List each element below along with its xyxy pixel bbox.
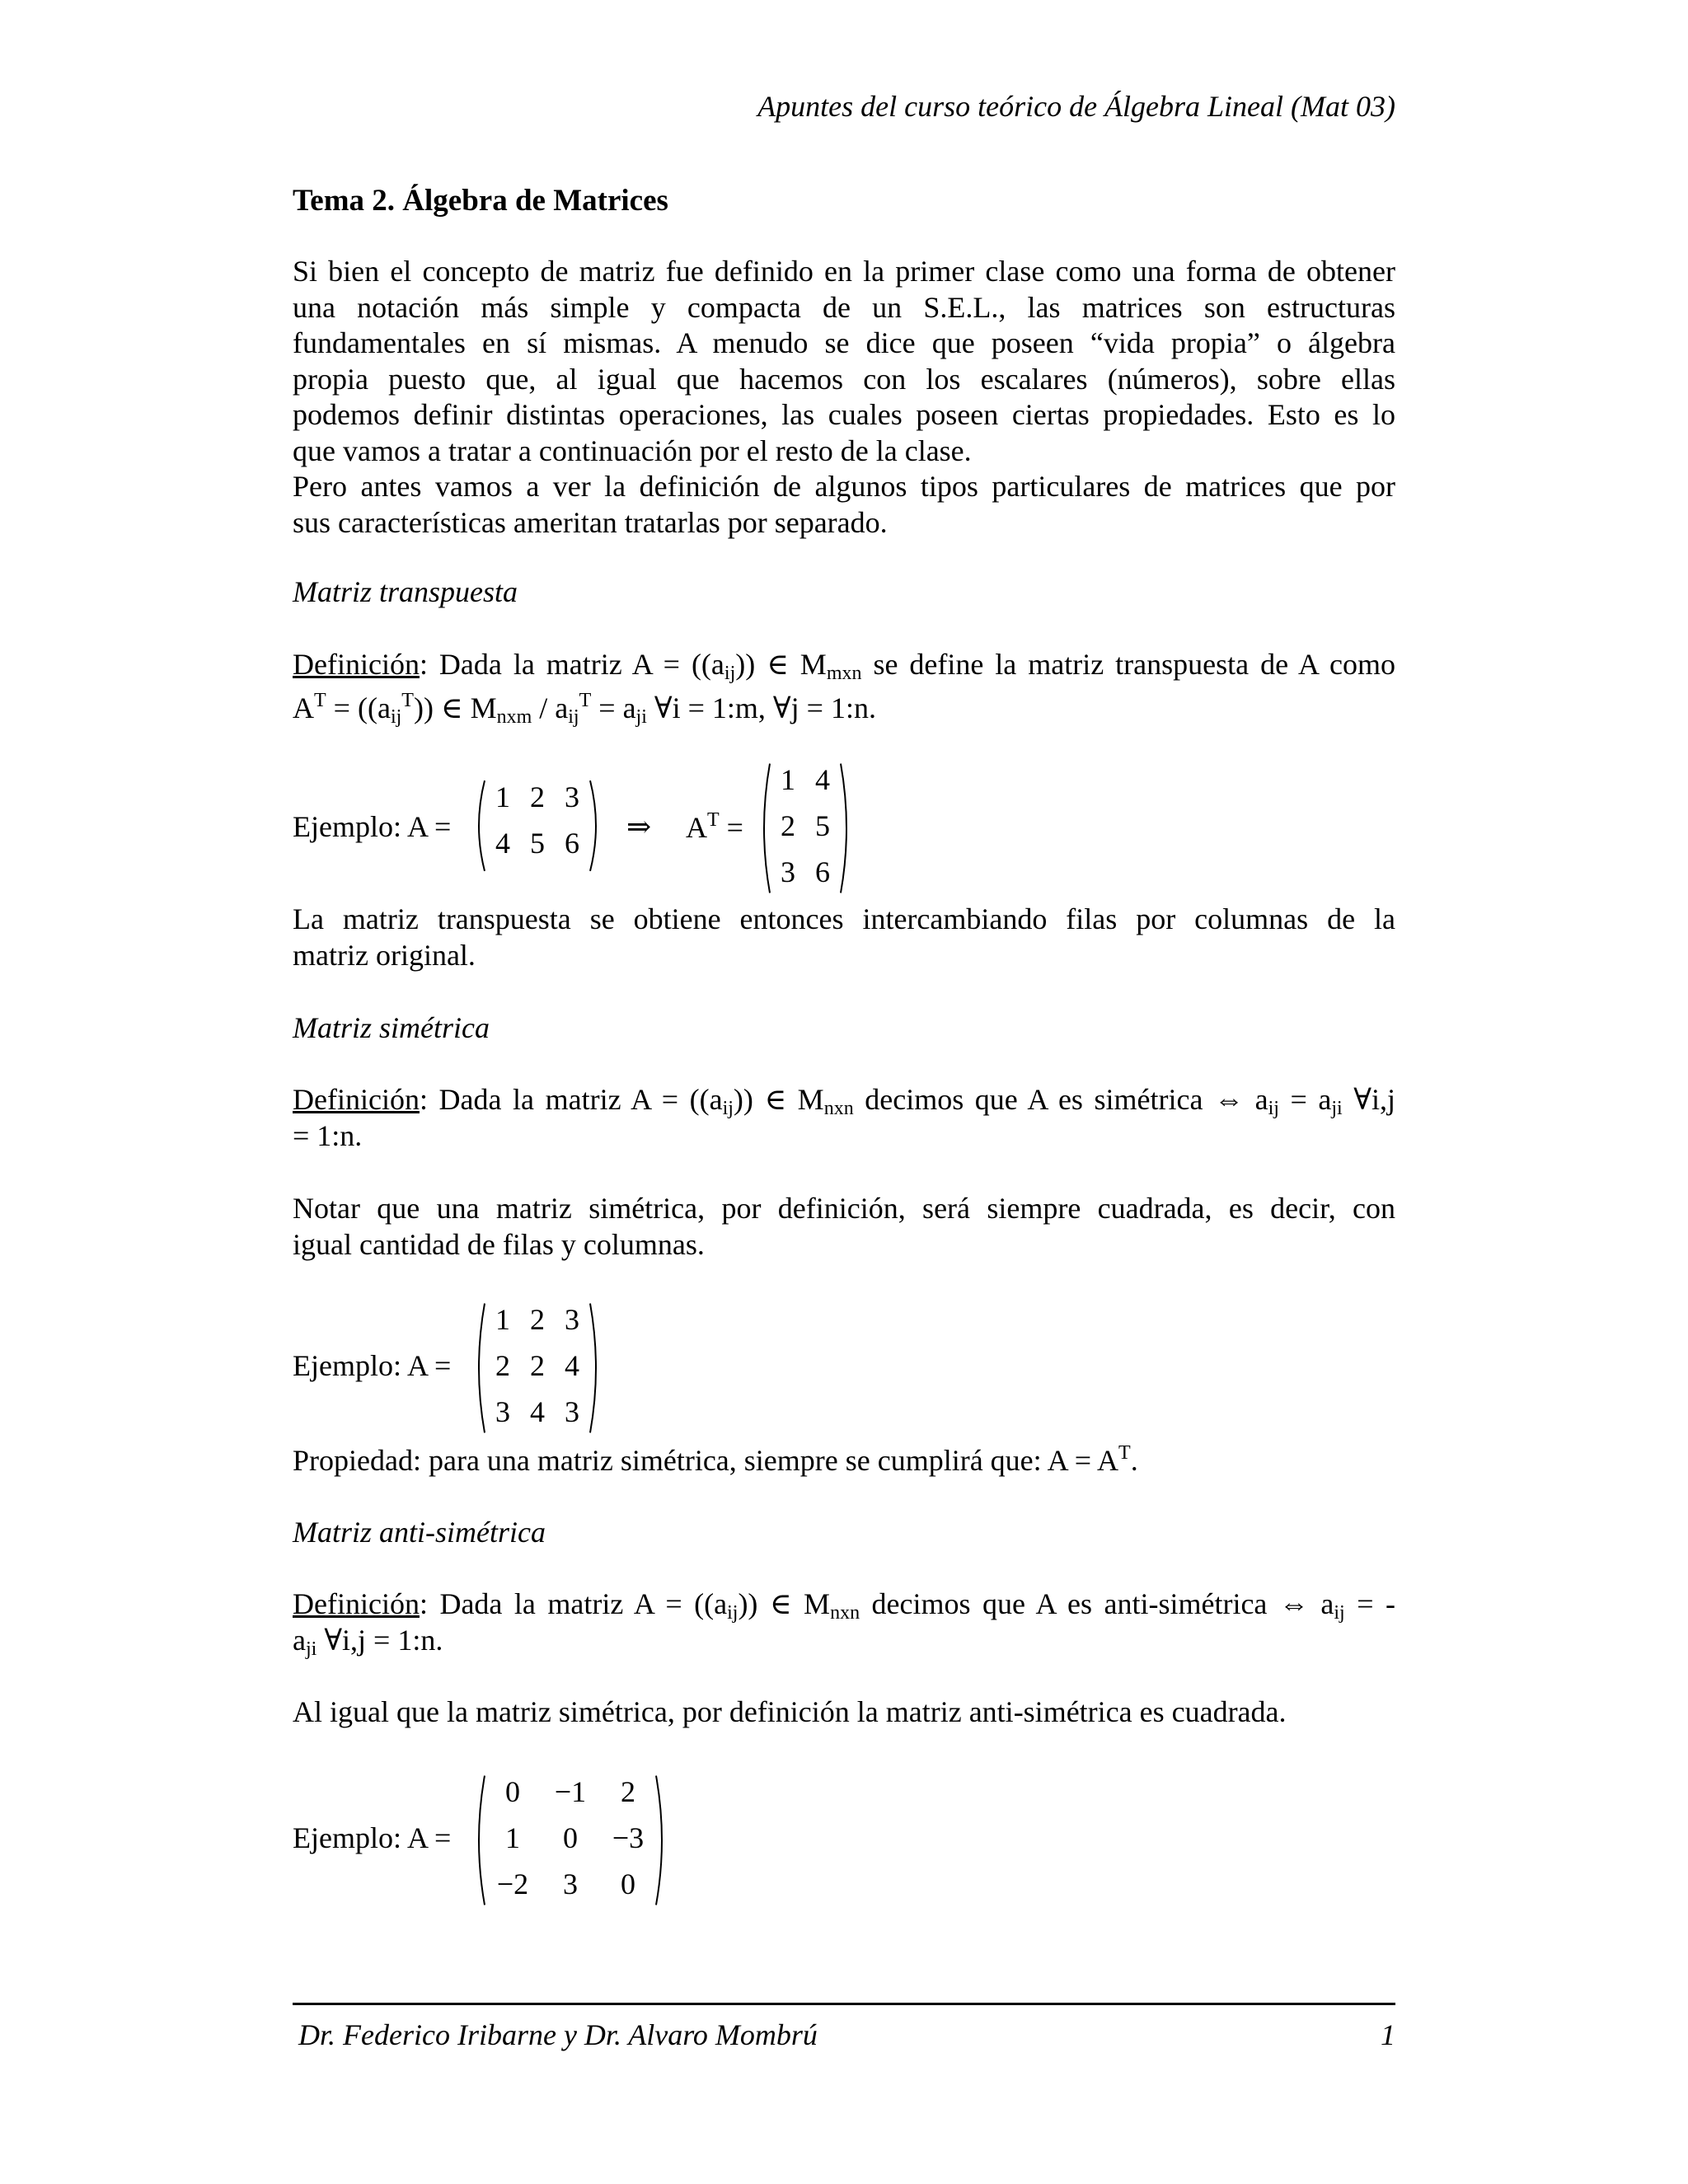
antisimetrica-note: Al igual que la matriz simétrica, por definición la matriz anti-simétrica es cuadrada. bbox=[293, 1695, 1287, 1728]
matrix-cell: 2 bbox=[530, 1303, 545, 1336]
matrix-cell: 0 bbox=[505, 1775, 520, 1808]
matrix-a-simetrica bbox=[471, 1302, 603, 1434]
intro-line: Pero antes vamos a ver la definición de algunos tipos particulares de matrices que por bbox=[293, 470, 1395, 503]
property-sup: T bbox=[1118, 1442, 1131, 1464]
matrix-cell: 1 bbox=[495, 1303, 510, 1336]
matrix-cell: 4 bbox=[565, 1349, 579, 1382]
matrix-cell: 3 bbox=[565, 780, 579, 813]
simetrica-note bbox=[293, 1191, 1395, 1263]
running-header: Apuntes del curso teórico de Álgebra Lineal (Mat 03) bbox=[757, 90, 1395, 123]
matrix-cell: 5 bbox=[530, 827, 545, 860]
implies-arrow: ⇒ bbox=[626, 810, 652, 843]
definition-label: Definición bbox=[293, 1083, 420, 1116]
matrix-cell: 1 bbox=[781, 763, 795, 796]
matrix-cell: 3 bbox=[563, 1868, 578, 1900]
definition-simetrica bbox=[293, 1082, 1395, 1154]
definition-line: Definición: Dada la matriz $A = ((a_{ij}))$ ∈ $M_{nxn}$ decimos que A es anti-simétrica ⇔ $a_{ij}$ = - bbox=[293, 1587, 1395, 1624]
definition-line: $A^T = ((a_{ij}^T))$ ∈ $M_{nxm} / a_{ij}^T = a_{ji}$ ∀i = 1:m, ∀j = 1:n. bbox=[293, 689, 876, 728]
matrix-a-antisimetrica bbox=[471, 1774, 669, 1906]
definition-transpuesta bbox=[293, 647, 1395, 728]
matrix-cell: 4 bbox=[495, 827, 510, 860]
matrix-at bbox=[757, 762, 854, 894]
section-heading-antisimetrica: Matriz anti-simétrica bbox=[293, 1516, 546, 1549]
intro-line: una notación más simple y compacta de un S.E.L., las matrices son estructuras bbox=[293, 290, 1395, 324]
intro-line: Si bien el concepto de matriz fue definido en la primer clase como una forma de obtener bbox=[293, 255, 1395, 288]
footer-rule bbox=[293, 2003, 1395, 2005]
note-line: Notar que una matriz simétrica, por definición, será siempre cuadrada, es decir, con bbox=[293, 1192, 1395, 1225]
matrix-cell: 2 bbox=[530, 780, 545, 813]
example-label: Ejemplo: A = bbox=[293, 1821, 452, 1854]
matrix-cell: 6 bbox=[565, 827, 579, 860]
definition-line: = 1:n. bbox=[293, 1118, 363, 1152]
transpose-sup: T bbox=[707, 809, 720, 831]
matrix-cell: 2 bbox=[495, 1349, 510, 1382]
matrix-cell: 3 bbox=[565, 1303, 579, 1336]
matrix-cell: 5 bbox=[815, 809, 830, 842]
page-title: Tema 2. Álgebra de Matrices bbox=[293, 184, 668, 218]
matrix-cell: 4 bbox=[815, 763, 830, 796]
matrix-cell: 2 bbox=[621, 1775, 635, 1808]
example-label: Ejemplo: A = bbox=[293, 1349, 452, 1382]
matrix-cell: 0 bbox=[621, 1868, 635, 1900]
matrix-cell: 3 bbox=[495, 1395, 510, 1428]
property-text: Propiedad: para una matriz simétrica, siempre se cumplirá que: A = A bbox=[293, 1444, 1119, 1477]
note-line: matriz original. bbox=[293, 938, 476, 972]
matrix-cell: 0 bbox=[563, 1821, 578, 1854]
example-label: Ejemplo: A = bbox=[293, 810, 452, 843]
matrix-cell: 1 bbox=[495, 780, 510, 813]
definition-label: Definición bbox=[293, 1587, 420, 1620]
section-heading-simetrica: Matriz simétrica bbox=[293, 1011, 490, 1044]
intro-line: propia puesto que, al igual que hacemos con los escalares (números), sobre ellas bbox=[293, 362, 1395, 396]
note-line: igual cantidad de filas y columnas. bbox=[293, 1227, 705, 1261]
matrix-cell: −3 bbox=[612, 1821, 645, 1854]
matrix-cell: −1 bbox=[554, 1775, 587, 1808]
definition-label: Definición bbox=[293, 648, 420, 681]
page-number: 1 bbox=[1381, 2018, 1395, 2051]
matrix-cell: 4 bbox=[530, 1395, 545, 1428]
intro-line: sus características ameritan tratarlas por separado. bbox=[293, 505, 888, 539]
matrix-cell: 2 bbox=[530, 1349, 545, 1382]
right-paren bbox=[839, 762, 854, 894]
property-end: . bbox=[1130, 1444, 1138, 1477]
right-paren bbox=[588, 780, 603, 872]
matrix-a-transpuesta bbox=[471, 780, 603, 872]
intro-line: fundamentales en sí mismas. A menudo se dice que poseen “vida propia” o álgebra bbox=[293, 326, 1395, 359]
definition-line: Definición: Dada la matriz $A = ((a_{ij}))$ ∈ $M_{mxn}$ se define la matriz transpuesta de A como bbox=[293, 648, 1395, 684]
definition-line: $a_{ji}$ ∀i,j = 1:n. bbox=[293, 1623, 443, 1660]
matrix-cell: 6 bbox=[815, 855, 830, 888]
section-heading-transpuesta: Matriz transpuesta bbox=[293, 575, 518, 608]
matrix-cell: 3 bbox=[781, 855, 795, 888]
matrix-cell: −2 bbox=[496, 1868, 529, 1900]
transpose-label bbox=[686, 809, 743, 845]
simetrica-property bbox=[293, 1442, 1138, 1478]
intro-paragraph bbox=[293, 254, 1395, 541]
definition-line: Definición: Dada la matriz $A = ((a_{ij}))$ ∈ $M_{nxn}$ decimos que A es simétrica ⇔ $a_{ij} = a_{ji}$ ∀i,j bbox=[293, 1083, 1396, 1119]
matrix-cell: 2 bbox=[781, 809, 795, 842]
intro-line: que vamos a tratar a continuación por el resto de la clase. bbox=[293, 434, 972, 467]
matrix-cell: 3 bbox=[565, 1395, 579, 1428]
intro-line: podemos definir distintas operaciones, las cuales poseen ciertas propiedades. Esto es lo bbox=[293, 398, 1395, 431]
right-paren bbox=[588, 1302, 603, 1434]
transpose-letter: A bbox=[686, 811, 707, 844]
matrix-cell: 1 bbox=[505, 1821, 520, 1854]
note-line: La matriz transpuesta se obtiene entonces intercambiando filas por columnas de la bbox=[293, 902, 1395, 935]
right-paren bbox=[654, 1774, 669, 1906]
footer-authors: Dr. Federico Iribarne y Dr. Alvaro Mombrú bbox=[298, 2018, 818, 2051]
equals-sign: = bbox=[726, 811, 743, 844]
definition-antisimetrica bbox=[293, 1586, 1395, 1658]
transpuesta-note bbox=[293, 902, 1395, 973]
